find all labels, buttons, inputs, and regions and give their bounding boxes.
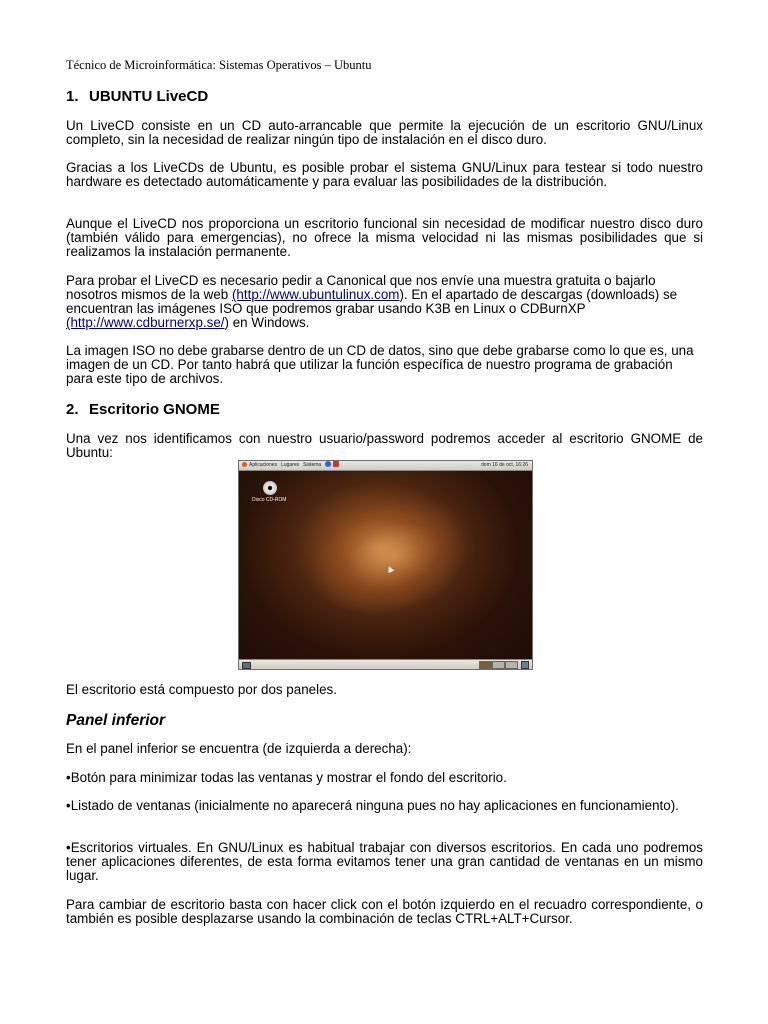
workspace-2 <box>492 661 505 669</box>
section-number: 1. <box>66 88 79 105</box>
section-title: Escritorio GNOME <box>89 401 220 418</box>
menu-sistema: Sistema <box>303 462 322 468</box>
gnome-desktop-screenshot <box>238 460 533 670</box>
bullet-window-list: •Listado de ventanas (inicialmente no aparecerá ninguna pues no hay aplicaciones en funcionamiento). <box>66 798 679 813</box>
top-panel <box>239 461 532 471</box>
paragraph-livecd-download <box>66 274 703 330</box>
wallpaper-glow <box>295 475 492 637</box>
section-heading-panel-inferior: Panel inferior <box>66 712 166 729</box>
workspace-1 <box>479 661 492 669</box>
trash-icon <box>521 661 529 669</box>
section-heading-gnome <box>66 401 220 418</box>
paragraph-iso-burning: La imagen ISO no debe grabarse dentro de un CD de datos, sino que debe grabarse como lo que es, una imagen de un CD. Por tanto habrá que utilizar la función específica de nuestro programa de grabación para este tipo de archivos. <box>66 343 694 386</box>
text: ). En el apartado de descargas (downloads) se encuentran las imágenes ISO que podremos grabar usando K3B en Linux o CDBurnXP <box>66 287 678 316</box>
menu-lugares: Lugares <box>281 462 300 468</box>
cdrom-icon <box>263 481 277 495</box>
show-desktop-icon <box>242 662 251 669</box>
browser-icon <box>325 461 331 467</box>
bullet-show-desktop: •Botón para minimizar todas las ventanas y mostrar el fondo del escritorio. <box>66 770 507 785</box>
section-heading-livecd <box>66 88 208 105</box>
paragraph-livecd-limitations: Aunque el LiveCD nos proporciona un escritorio funcional sin necesidad de modificar nuestro disco duro (también válido para emergencias), no ofrece la misma velocidad ni las mismas posibilidades que si realizamos la instalación permanente. <box>66 216 703 259</box>
cdburnerxp-link[interactable]: (http://www.cdburnerxp.se/ <box>66 315 225 330</box>
paragraph-livecd-testing: Gracias a los LiveCDs de Ubuntu, es posible probar el sistema GNU/Linux para testear si todo nuestro hardware es detectado automáticamente y para evaluar las posibilidades de la distribución. <box>66 160 703 189</box>
mail-icon <box>333 461 339 467</box>
cdrom-label: Disco CD-ROM <box>252 497 287 503</box>
text: Para probar el LiveCD es necesario pedir a Canonical que nos envíe una muestra gratuita o bajarlo nosotros mismos de la web <box>66 273 656 302</box>
paragraph-change-desktop: Para cambiar de escritorio basta con hacer click con el botón izquierdo en el recuadro correspondiente, o también es posible desplazarse usando la combinación de teclas CTRL+ALT+Cursor. <box>66 897 703 926</box>
top-panel-menus <box>242 461 341 470</box>
ubuntu-logo-icon <box>242 462 247 467</box>
running-header: Técnico de Microinformática: Sistemas Operativos – Ubuntu <box>66 58 372 72</box>
menu-aplicaciones: Aplicaciones <box>249 462 278 468</box>
paragraph-panel-inferior-intro: En el panel inferior se encuentra (de izquierda a derecha): <box>66 741 412 756</box>
paragraph-gnome-login: Una vez nos identificamos con nuestro usuario/password podremos acceder al escritorio GNOME de Ubuntu: <box>66 431 703 460</box>
bottom-panel <box>239 659 532 669</box>
panel-clock: dom 16 de oct, 16:26 <box>481 462 528 468</box>
ubuntulinux-link[interactable]: (http://www.ubuntulinux.com <box>231 287 400 302</box>
paragraph-livecd-definition: Un LiveCD consiste en un CD auto-arrancable que permite la ejecución de un escritorio GNU/Linux completo, sin la necesidad de realizar ningún tipo de instalación en el disco duro. <box>66 118 703 147</box>
section-title: UBUNTU LiveCD <box>89 88 209 105</box>
paragraph-two-panels: El escritorio está compuesto por dos paneles. <box>66 682 337 697</box>
text: ) en Windows. <box>224 315 310 330</box>
section-number: 2. <box>66 401 79 418</box>
bullet-virtual-desktops: •Escritorios virtuales. En GNU/Linux es habitual trabajar con diversos escritorios. En cada uno podremos tener aplicaciones diferentes, de esta forma evitamos tener una gran cantidad de ventanas en un mismo lugar. <box>66 840 703 883</box>
workspace-3 <box>505 661 518 669</box>
